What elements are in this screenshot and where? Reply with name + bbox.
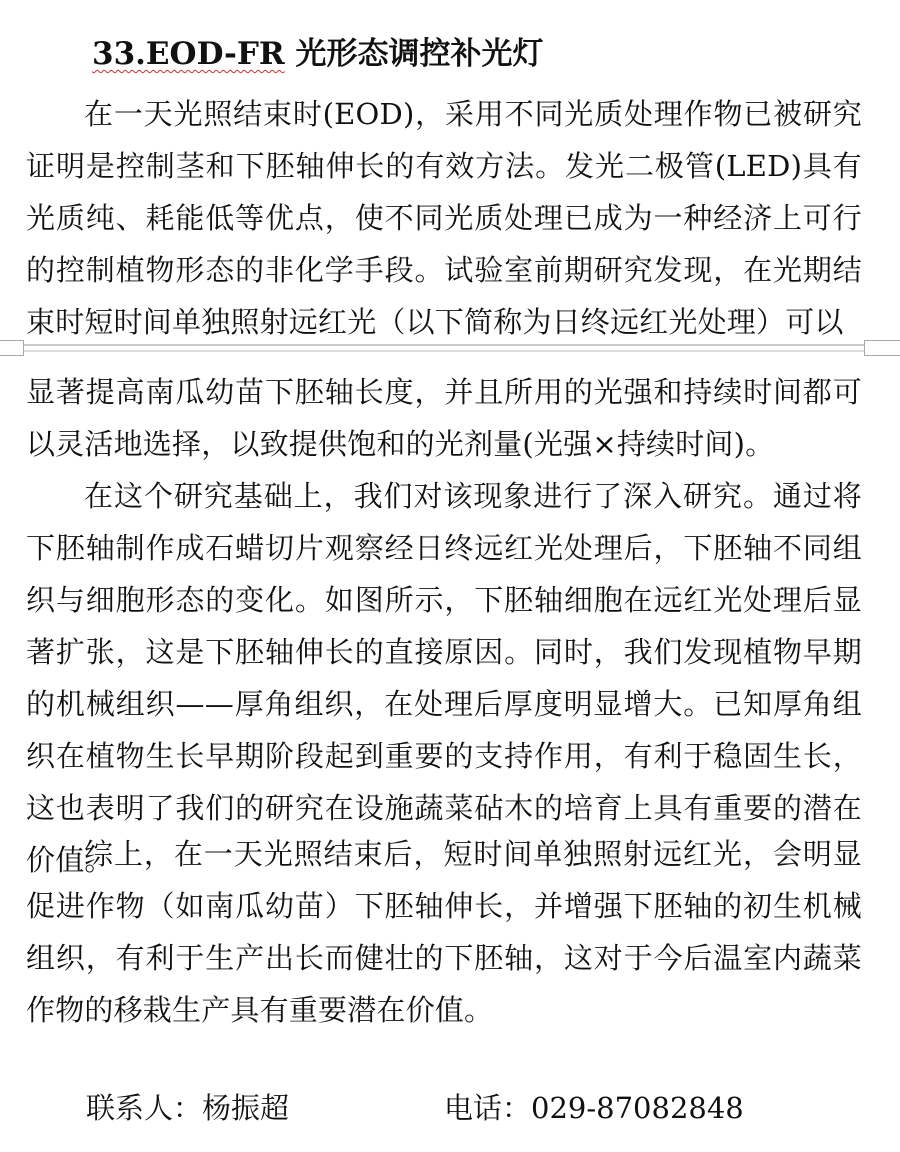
contact-person: 联系人：杨振超 [86, 1091, 290, 1125]
page-break-line-bottom [0, 350, 900, 352]
page-break-marker-right [864, 340, 900, 356]
contact-phone: 电话：029-87082848 [444, 1091, 744, 1125]
paragraph-intro-continued: 显著提高南瓜幼苗下胚轴长度，并且所用的光强和持续时间都可以灵活地选择，以致提供饱和的光剂量(光强×持续时间)。 [26, 375, 862, 461]
title-code: 33.EOD-FR [92, 36, 285, 72]
paragraph-conclusion: 综上，在一天光照结束后，短时间单独照射远红光，会明显促进作物（如南瓜幼苗）下胚轴伸长，并增强下胚轴的初生机械组织，有利于生产出长而健壮的下胚轴，这对于今后温室内蔬菜作物的移栽生产具有重要潜在价值。 [26, 837, 862, 1027]
page-break-separator [0, 338, 900, 360]
page-break-line-top [0, 344, 900, 346]
page-break-marker-left [0, 340, 24, 356]
document-title [92, 32, 543, 76]
paragraph-research: 在这个研究基础上，我们对该现象进行了深入研究。通过将下胚轴制作成石蜡切片观察经日终远红光处理后，下胚轴不同组织与细胞形态的变化。如图所示，下胚轴细胞在远红光处理后显著扩张，这是下胚轴伸长的直接原因。同时，我们发现植物早期的机械组织——厚角组织，在处理后厚度明显增大。已知厚角组织在植物生长早期阶段起到重要的支持作用，有利于稳固生长，这也表明了我们的研究在设施蔬菜砧木的培育上具有重要的潜在价值。 [26, 479, 862, 877]
title-text: 光形态调控补光灯 [284, 36, 544, 72]
paragraph-intro: 在一天光照结束时(EOD)，采用不同光质处理作物已被研究证明是控制茎和下胚轴伸长的有效方法。发光二极管(LED)具有光质纯、耗能低等优点，使不同光质处理已成为一种经济上可行的控制植物形态的非化学手段。试验室前期研究发现，在光期结束时短时间单独照射远红光（以下简称为日终远红光处理）可以 [26, 97, 862, 339]
